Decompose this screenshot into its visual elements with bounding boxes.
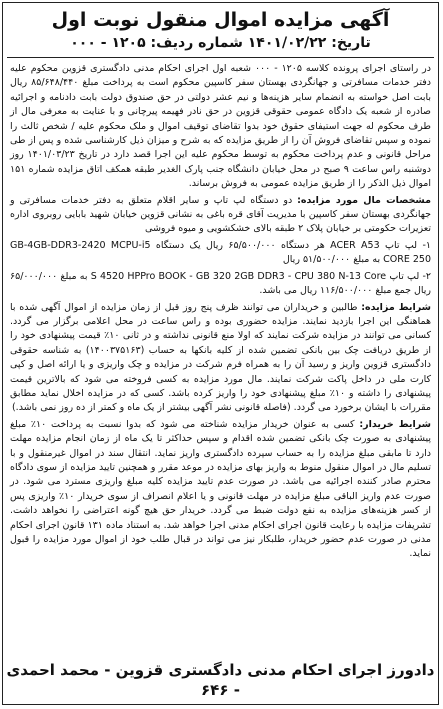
specs-label: مشخصات مال مورد مزایده: xyxy=(297,194,431,206)
intro-paragraph: در راستای اجرای پرونده کلاسه ۱۲۰۵ - ۰۰۰ شعبه اول اجرای احکام مدنی دادگستری قزوین محکوم علیه دفتر خدمات مسافرتی و جهانگردی بهستان سفر کاسپین محکوم است به پرداخت مبلغ ۸۵/۶۴۸/۴۴۰ ریال بابت اصل خواسته به انضمام سایر هزینه‌ها و نیم عشر دولتی در حق صندوق دولت بابت دادنامه و اجرائیه صادره از شعبه یک دادگاه عمومی حقوقی قزوین در حق نادر فهیمه پیرچانی و با عنایت به معرفی مال از طرف محکوم له جهت استیفای حقوق خود بدوا تقاضای توقیف اموال و ملک محکوم علیه / شخص ثالث را نموده و سپس تقاضای فروش آن را از طریق مزایده که به شرح و میزان ذیل کارشناسی شده و پس از طی مراحل قانونی و عدم پرداخت محکوم به توسط محکوم علیه این اجرا قصد دارد در تاریخ ۱۴۰۱/۰۳/۲۳ روز دوشنبه راس ساعت ۹ صبح در محل خیابان دانشگاه جنب پارک الغدیر طبقه همکف اتاق مزایده شماره ۱۵۱ اموال ذیل الذکر را از طریق مزایده عمومی به فروش برساند. xyxy=(10,63,432,190)
auction-notice xyxy=(2,2,439,705)
specs-paragraph xyxy=(10,194,431,237)
buyer-text: کسی به عنوان خریدار مزایده شناخته می شود که بدوا نسبت به پرداخت ۱۰٪ مبلغ پیشنهادی به صورت چک بانکی تضمین شده اقدام و سپس حداکثر تا یک ماه از زمان انجام مزایده مهلت دارد تا مابقی مبلغ مزایده را به حساب سپرده دادگستری واریز نماید. انتقال سند در اموال غیرمنقول و با تسلیم مال در اموال منقول منوط به واریز بهای مزایده در موعد مقرر و همچنین تایید مزایده از سوی دادگاه محترم صادر کننده اجرائیه می باشد. در صورت عدم تایید مزایده کلیه مبلغ واریزی مسترد می شود. در صورت عدم واریز الباقی مبلغ مزایده در مهلت قانونی و یا اعلام انصراف از سوی خریدار ۱۰٪ واریزی پس از کسر هزینه‌های مزایده به نفع دولت ضبط می گردد. خریدار حق هیچ گونه اعتراضی را نخواهد داشت. تشریفات مزایده با رعایت قانون اجرای احکام مدنی اجرا خواهد شد. به استناد ماده ۱۳۱ قانون اجرای احکام مدنی در صورت عدم حضور خریدار، طلبکار نیز می تواند در قبال طلب خود از اموال مورد مزایده را قبول نماید. xyxy=(10,418,432,560)
conditions-paragraph xyxy=(10,301,431,416)
buyer-paragraph xyxy=(10,418,431,562)
notice-body xyxy=(10,62,431,562)
notice-signature: دادورز اجرای احکام مدنی دادگستری قزوین - محمد احمدی - ۶۴۶ xyxy=(6,661,435,699)
specs-text: دو دستگاه لپ تاپ و سایر اقلام متعلق به دفتر خدمات مسافرتی و جهانگردی بهستان سفر کاسپین با مدیریت آقای قره باغی به نشانی قزوین خیابان شهید بابایی روبروی اداره تعزیرات حکومتی بر خیابان پلاک ۲ طبقه بالای خشکشویی و میوه فروشی xyxy=(10,194,431,235)
notice-title: آگهی مزایده اموال منقول نوبت اول xyxy=(51,9,390,31)
item-laptop-1: ۱- لپ تاپ ACER A53 هر دستگاه ۶۵/۵۰۰/۰۰۰ ریال یک دستگاه GB-4GB-DDR3-2420 MCPU-i5 CORE 250 به مبلغ ۵۱/۵۰۰/۰۰۰ ریال xyxy=(10,239,431,266)
conditions-text: طالبین و خریداران می توانند ظرف پنج روز قبل از زمان مزایده از اموال آگهی شده با هماهنگی این اجرا بازدید نمایند. مزایده حضوری بوده و راس ساعت در محل اعلامی برگزار می گردد. کسانی می توانند در مزایده شرکت نمایند که اولا منع قانونی نداشته و در ثانی ۱۰٪ قیمت پیشنهادی خود را از طریق دریافت چک بین بانکی تضمین شده از کلیه بانکها به حساب (۱۴۰۰۳۷۵۱۶۳) به شناسه حقوقی دادگستری قزوین واریز و رسید آن را به همراه فرم شرکت در مزایده و چک واریزی و یا ارائه اصل و کپی کارت ملی در داخل پاکت شرکت نمایند. مال مورد مزایده به کسی فروخته می شود که بالاترین قیمت پیشنهادی را داشته و ۱۰٪ مبلغ پیشنهادی خود را واریز کرده باشد. کسی که در مزایده اخلال نماید مطابق مقررات با ایشان برخورد می گردد. (فاصله قانونی نشر آگهی بیشتر از یک ماه و کمتر از ده روز نمی باشد.) xyxy=(10,301,431,414)
conditions-label: شرایط مزایده: xyxy=(361,301,431,313)
buyer-label: شرایط خریدار: xyxy=(359,418,431,430)
notice-date-and-number: تاریخ: ۱۴۰۱/۰۲/۲۲ شماره ردیف: ۱۲۰۵ - ۰۰۰ xyxy=(70,35,371,51)
item-laptop-2: ۲- لپ تاپ S 4520 HPPro BOOK - GB 320 2GB DDR3 - CPU 380 N-13 Core به مبلغ ۶۵/۰۰۰/۰۰۰ ریال جمع مبلغ ۱۱۶/۵۰۰/۰۰۰ ریال می باشد. xyxy=(10,270,431,297)
header-divider xyxy=(7,57,434,58)
